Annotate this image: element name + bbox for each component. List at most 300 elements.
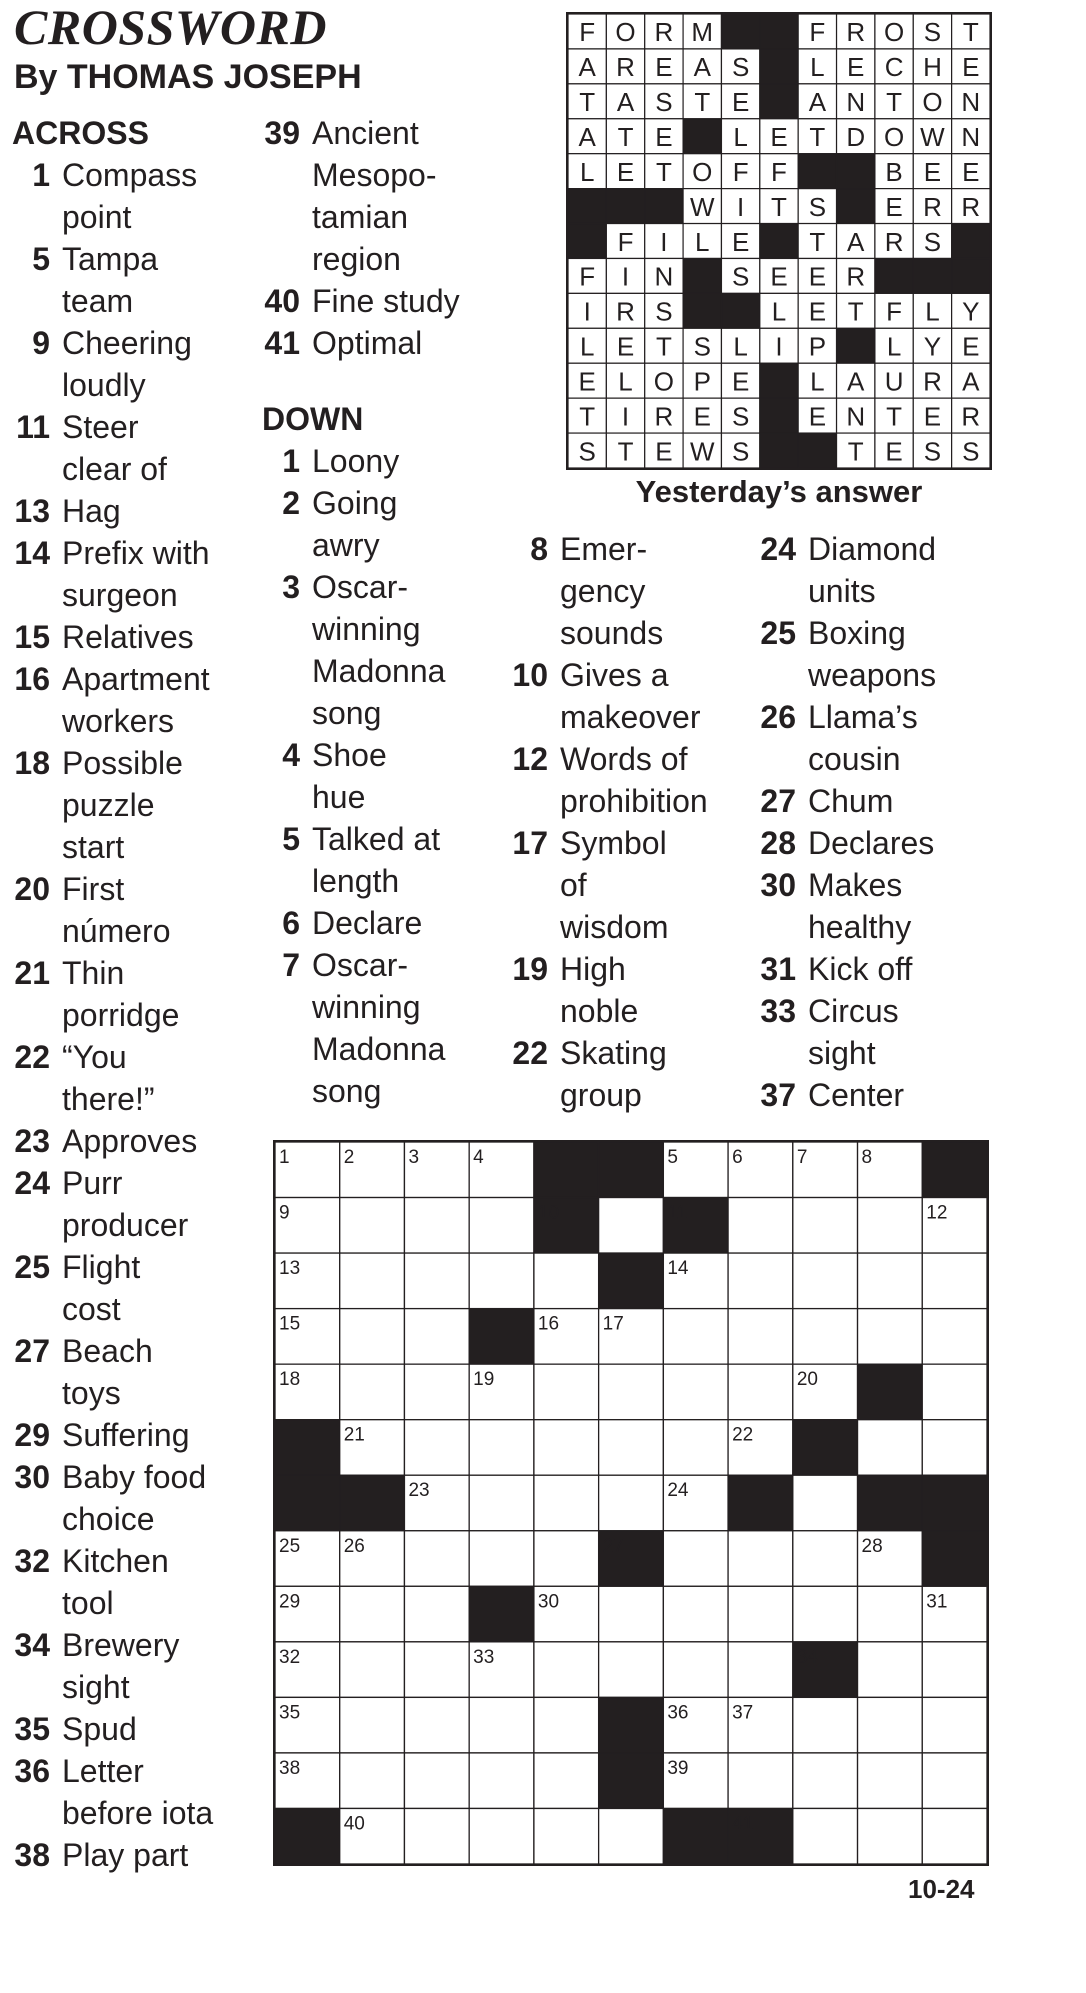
across-clue-29 [12,1414,262,1456]
answer-letter: L [695,226,710,257]
grid-cell[interactable] [922,1697,987,1753]
clue-number: 18 [14,745,50,781]
clue-text-line: surgeon [62,577,178,613]
answer-black-square [760,14,798,49]
grid-cell[interactable] [534,1531,599,1587]
grid-cell[interactable] [858,1420,923,1476]
down-clue-5 [262,818,512,902]
clue-text-line: cost [62,1291,121,1327]
answer-black-square [952,224,990,259]
grid-cell[interactable] [340,1309,405,1365]
answer-letter: T [655,156,672,187]
answer-letter: T [962,17,979,48]
clue-number: 1 [32,157,50,193]
clue-text-line: of [560,867,587,903]
grid-clue-number: 10 [537,1202,560,1224]
across-clue-27 [12,1330,262,1414]
answer-letter: R [616,52,635,83]
grid-cell[interactable] [340,1586,405,1642]
date-code: 10-24 [908,1874,975,1904]
clue-number: 33 [760,993,796,1029]
answer-letter: H [923,52,942,83]
down-clue-12 [510,738,760,822]
grid-clue-number: 30 [537,1591,560,1613]
grid-cell[interactable] [534,1808,599,1864]
answer-letter: O [653,366,675,397]
grid-cell[interactable] [728,1253,793,1309]
down-column-3 [510,528,760,1116]
answer-black-square [721,293,759,328]
clue-text-line: Declare [312,905,423,941]
answer-letter: I [775,331,783,362]
black-square [275,1808,340,1864]
grid-cell[interactable] [534,1475,599,1531]
down-clue-3 [262,566,512,734]
answer-black-square [721,14,759,49]
answer-letter: B [885,156,903,187]
grid-cell[interactable] [858,1198,923,1254]
grid-clue-number: 11 [667,1202,688,1224]
grid-cell[interactable] [922,1420,987,1476]
black-square [599,1753,664,1809]
answer-letter: R [654,17,674,48]
grid-cell[interactable] [922,1808,987,1864]
grid-cell[interactable] [793,1309,858,1365]
clue-text-line: Suffering [62,1417,190,1453]
across-clue-36 [12,1750,262,1834]
clue-text-line: número [62,913,171,949]
grid-cell[interactable] [534,1253,599,1309]
clue-text-line: winning [312,989,421,1025]
clue-number: 37 [760,1077,796,1113]
clue-text-line: sight [62,1669,130,1705]
answer-letter: E [655,436,673,467]
across-clue-16 [12,658,262,742]
grid-cell[interactable] [858,1753,923,1809]
clue-number: 25 [14,1249,50,1285]
black-square [728,1475,793,1531]
grid-cell[interactable] [728,1642,793,1698]
answer-black-square [683,258,721,293]
answer-black-square [837,189,875,224]
grid-clue-number: 22 [732,1424,754,1446]
clue-text-line: Makes [808,867,903,903]
across-clue-23 [12,1120,262,1162]
answer-letter: O [883,17,905,48]
answer-letter: O [692,156,713,187]
answer-letter: W [689,191,715,222]
grid-cell[interactable] [858,1642,923,1698]
black-square [599,1697,664,1753]
clue-text-line: region [312,241,401,277]
grid-cell[interactable] [404,1753,469,1809]
across-down-column-2 [262,112,512,1112]
clue-text-line: prohibition [560,783,708,819]
answer-letter: W [689,436,715,467]
grid-cell[interactable] [663,1642,728,1698]
clue-text-line: Mesopo- [312,157,437,193]
answer-letter: O [615,17,636,48]
answer-black-square [760,363,798,398]
grid-cell[interactable] [469,1531,534,1587]
grid-cell[interactable] [469,1697,534,1753]
clue-text-line: sounds [560,615,664,651]
answer-letter: E [578,366,596,397]
grid-cell[interactable] [534,1642,599,1698]
grid-cell[interactable] [922,1309,987,1365]
answer-black-square [606,189,644,224]
grid-cell[interactable] [599,1586,664,1642]
grid-clue-number: 3 [408,1147,420,1168]
down-clue-27 [758,780,1008,822]
answer-letter: P [808,331,827,362]
across-clue-35 [12,1708,262,1750]
grid-cell[interactable] [793,1475,858,1531]
answer-letter: O [922,87,943,118]
clue-number: 30 [760,867,796,903]
clue-number: 36 [14,1753,50,1789]
answer-letter: F [579,17,596,48]
grid-cell[interactable] [793,1531,858,1587]
grid-cell[interactable] [469,1808,534,1864]
answer-letter: F [771,156,787,187]
clue-number: 35 [14,1711,50,1747]
grid-clue-number: 15 [279,1313,301,1335]
clue-text-line: clear of [62,451,167,487]
grid-cell[interactable] [469,1198,534,1254]
clue-text-line: cousin [808,741,901,777]
grid-cell[interactable] [858,1586,923,1642]
clue-text-line: porridge [62,997,180,1033]
grid-cell[interactable] [599,1642,664,1698]
grid-cell[interactable] [404,1364,469,1420]
across-clue-14 [12,532,262,616]
grid-cell[interactable] [340,1253,405,1309]
across-heading: ACROSS [12,115,149,151]
clue-number: 22 [14,1039,50,1075]
clue-number: 10 [512,657,548,693]
clue-text-line: Baby food [62,1459,207,1495]
clue-number: 7 [282,947,300,983]
grid-cell[interactable] [793,1253,858,1309]
clue-text-line: units [808,573,876,609]
crossword-grid-svg [275,1142,987,1864]
clue-text-line: Letter [62,1753,144,1789]
grid-cell[interactable] [728,1586,793,1642]
grid-clue-number: 8 [861,1147,873,1168]
grid-cell[interactable] [728,1309,793,1365]
clue-text-line: noble [560,993,639,1029]
grid-cell[interactable] [340,1198,405,1254]
clue-number: 25 [760,615,796,651]
clue-text-line: Circus [808,993,899,1029]
grid-clue-number: 27 [602,1535,624,1557]
answer-letter: E [655,52,673,83]
clue-number: 32 [14,1543,50,1579]
grid-cell[interactable] [404,1586,469,1642]
across-clue-38 [12,1834,262,1876]
clue-text-line: there!” [62,1081,155,1117]
grid-cell[interactable] [404,1420,469,1476]
answer-letter: A [962,366,980,397]
answer-letter: C [884,52,904,83]
black-square [663,1808,728,1864]
grid-cell[interactable] [534,1420,599,1476]
clue-text-line: Spud [62,1711,137,1747]
grid-cell[interactable] [340,1364,405,1420]
grid-cell[interactable] [728,1364,793,1420]
grid-clue-number: 38 [279,1757,301,1779]
grid-clue-number: 39 [667,1757,689,1779]
answer-letter: L [579,331,595,362]
clue-number: 9 [32,325,50,361]
clue-text-line: workers [62,703,175,739]
answer-black-square [760,49,798,84]
answer-letter: S [655,87,673,118]
black-square [793,1420,858,1476]
grid-clue-number: 1 [279,1147,290,1168]
grid-clue-number: 34 [796,1646,818,1668]
grid-cell[interactable] [793,1808,858,1864]
puzzle-title: CROSSWORD [14,0,327,55]
clue-text-line: Madonna [312,1031,446,1067]
across-clue-21 [12,952,262,1036]
grid-cell[interactable] [858,1253,923,1309]
clue-text-line: Apartment [62,661,210,697]
black-square [275,1475,340,1531]
grid-clue-number: 12 [926,1202,948,1224]
answer-letter: T [694,87,711,118]
clue-number: 5 [32,241,50,277]
answer-letter: S [731,436,750,467]
clue-text-line: Skating [560,1035,667,1071]
byline: By THOMAS JOSEPH [14,58,362,96]
black-square [534,1142,599,1198]
grid-cell[interactable] [922,1364,987,1420]
down-clue-33 [758,990,1008,1074]
clue-number: 24 [760,531,796,567]
grid-cell[interactable] [663,1586,728,1642]
grid-cell[interactable] [599,1198,664,1254]
answer-letter: E [923,156,942,187]
answer-letter: E [885,191,903,222]
answer-letter: T [809,226,826,257]
across-clue-41 [262,322,512,364]
answer-letter: R [961,191,981,222]
down-clue-31 [758,948,1008,990]
grid-cell[interactable] [404,1309,469,1365]
answer-black-square [760,84,798,119]
grid-cell[interactable] [469,1253,534,1309]
clue-text-line: choice [62,1501,155,1537]
clue-number: 29 [14,1417,50,1453]
down-clue-19 [510,948,760,1032]
answer-letter: E [962,331,980,362]
across-clue-24 [12,1162,262,1246]
answer-letter: T [886,87,903,118]
clue-number: 8 [530,531,548,567]
answer-letter: N [846,401,866,432]
clue-number: 21 [14,955,50,991]
answer-letter: D [846,122,866,153]
grid-cell[interactable] [404,1697,469,1753]
grid-cell[interactable] [340,1753,405,1809]
answer-letter: A [578,122,596,153]
answer-letter: L [925,296,940,327]
answer-letter: A [616,87,635,118]
clue-number: 5 [282,821,300,857]
grid-clue-number: 2 [343,1147,355,1168]
grid-cell[interactable] [858,1309,923,1365]
grid-cell[interactable] [663,1309,728,1365]
clue-text-line: weapons [808,657,937,693]
grid-cell[interactable] [404,1808,469,1864]
grid-cell[interactable] [469,1475,534,1531]
clue-text-line: hue [312,779,366,815]
grid-cell[interactable] [404,1198,469,1254]
grid-cell[interactable] [663,1420,728,1476]
grid-cell[interactable] [728,1753,793,1809]
answer-letter: S [923,17,942,48]
clue-text-line: Center [808,1077,905,1113]
answer-black-square [952,258,990,293]
answer-black-square [568,189,606,224]
grid-cell[interactable] [404,1531,469,1587]
grid-cell[interactable] [793,1697,858,1753]
grid-cell[interactable] [922,1253,987,1309]
grid-clue-number: 29 [279,1591,301,1613]
grid-cell[interactable] [728,1198,793,1254]
across-clue-5 [12,238,262,322]
clue-number: 31 [760,951,796,987]
grid-cell[interactable] [858,1808,923,1864]
answer-letter: L [579,156,595,187]
clue-text-line: gency [560,573,646,609]
grid-cell[interactable] [469,1420,534,1476]
grid-cell[interactable] [663,1531,728,1587]
answer-letter: S [808,191,827,222]
clue-number: 34 [14,1627,50,1663]
clue-text-line: Madonna [312,653,446,689]
grid-cell[interactable] [922,1753,987,1809]
grid-cell[interactable] [534,1753,599,1809]
answer-letter: E [770,122,788,153]
clue-text-line: Hag [62,493,121,529]
answer-black-square [913,258,951,293]
clue-text-line: First [62,871,125,907]
answer-black-square [683,293,721,328]
clue-number: 41 [264,325,300,361]
grid-cell[interactable] [728,1531,793,1587]
clue-text-line: tool [62,1585,114,1621]
clue-number: 1 [282,443,300,479]
down-heading: DOWN [262,401,364,437]
grid-cell[interactable] [599,1420,664,1476]
grid-cell[interactable] [793,1198,858,1254]
black-square [275,1420,340,1476]
clue-number: 4 [282,737,300,773]
answer-letter: Y [962,296,980,327]
clue-text-line: Kick off [808,951,913,987]
black-square [922,1475,987,1531]
answer-letter: N [846,87,866,118]
grid-cell[interactable] [404,1253,469,1309]
clue-number: 22 [512,1035,548,1071]
clue-text-line: Chum [808,783,894,819]
grid-cell[interactable] [340,1642,405,1698]
clue-text-line: Purr [62,1165,123,1201]
crossword-grid [273,1140,989,1866]
clue-text-line: “You [62,1039,127,1075]
down-clue-1 [262,440,512,482]
grid-clue-number: 41 [732,1813,754,1835]
grid-cell[interactable] [534,1697,599,1753]
black-square [922,1142,987,1198]
answer-letter: I [583,296,591,327]
clue-text-line: start [62,829,125,865]
grid-cell[interactable] [469,1753,534,1809]
answer-letter: T [579,87,596,118]
grid-cell[interactable] [663,1364,728,1420]
clue-text-line: before iota [62,1795,214,1831]
clue-text-line: Oscar- [312,947,408,983]
clue-number: 23 [14,1123,50,1159]
grid-cell[interactable] [599,1364,664,1420]
clue-text-line: Flight [62,1249,141,1285]
clue-number: 3 [282,569,300,605]
grid-clue-number: 36 [667,1702,689,1724]
answer-letter: T [617,122,634,153]
across-clue-25 [12,1246,262,1330]
grid-cell[interactable] [922,1642,987,1698]
clue-text-line: puzzle [62,787,155,823]
answer-letter: E [770,261,788,292]
clue-text-line: Oscar- [312,569,408,605]
grid-clue-number: 6 [732,1147,743,1168]
clue-text-line: Llama’s [808,699,918,735]
grid-cell[interactable] [793,1753,858,1809]
answer-letter: I [621,401,630,432]
grid-clue-number: 32 [279,1646,301,1668]
answer-letter: F [617,226,634,257]
grid-cell[interactable] [858,1697,923,1753]
answer-letter: A [578,52,596,83]
grid-cell[interactable] [599,1808,664,1864]
across-clue-20 [12,868,262,952]
across-clue-9 [12,322,262,406]
answer-letter: T [809,122,826,153]
answer-black-square [683,119,721,154]
grid-cell[interactable] [534,1364,599,1420]
black-square [858,1364,923,1420]
yesterdays-answer-caption: Yesterday’s answer [635,474,923,509]
answer-letter: W [920,122,945,153]
clue-number: 6 [282,905,300,941]
clue-number: 15 [14,619,50,655]
grid-cell[interactable] [340,1697,405,1753]
answer-letter: N [961,87,981,118]
clue-text-line: tamian [312,199,409,235]
clue-text-line: awry [312,527,380,563]
clue-text-line: song [312,1073,382,1109]
clue-number: 13 [14,493,50,529]
grid-cell[interactable] [793,1586,858,1642]
grid-cell[interactable] [404,1642,469,1698]
answer-letter: N [961,122,981,153]
down-clue-6 [262,902,512,944]
grid-cell[interactable] [599,1475,664,1531]
answer-letter: R [884,226,904,257]
